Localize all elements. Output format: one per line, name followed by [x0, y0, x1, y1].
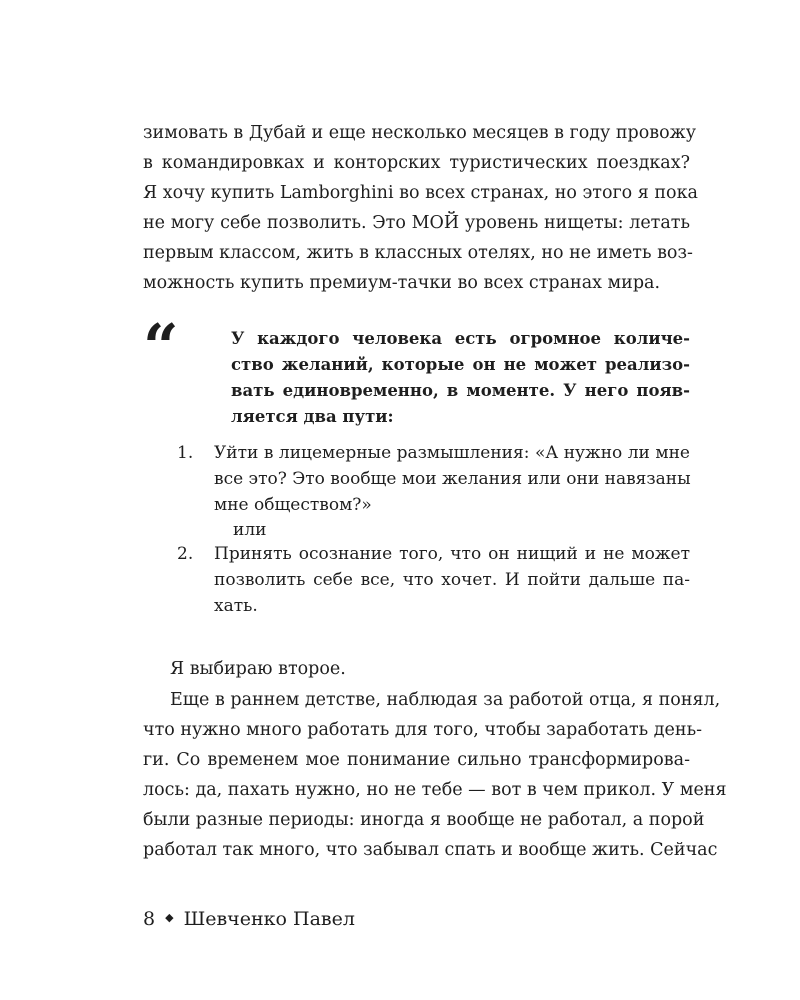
quote-line: вать единовременно, в моменте. У него появ-	[231, 381, 690, 400]
text-line: ги. Со временем мое понимание сильно трансформирова-	[143, 750, 690, 770]
page-footer	[143, 905, 355, 935]
page-number: 8	[143, 908, 156, 930]
text-line: лось: да, пахать нужно, но не тебе — вот в чем прикол. У меня	[143, 780, 727, 800]
text-line: первым классом, жить в классных отелях, но не иметь воз-	[143, 243, 693, 263]
quote-line: ляется два пути:	[231, 407, 394, 426]
text-line: не могу себе позволить. Это МОЙ уровень нищеты: летать	[143, 213, 690, 233]
text-line: зимовать в Дубай и еще несколько месяцев в году провожу	[143, 123, 697, 143]
list-separator: или	[233, 520, 267, 540]
list-item-line: мне обществом?»	[214, 495, 372, 515]
list-item-line: хать.	[214, 596, 258, 616]
quote-mark-icon: “	[143, 310, 175, 383]
list-item-line: позволить себе все, что хочет. И пойти дальше па-	[214, 570, 690, 590]
list-number: 2.	[177, 544, 194, 564]
text-line: Еще в раннем детстве, наблюдая за работой отца, я понял,	[170, 690, 721, 710]
text-line: Я хочу купить Lamborghini во всех странах, но этого я пока	[143, 183, 698, 203]
list-item-line: Принять осознание того, что он нищий и не может	[214, 544, 690, 564]
diamond-icon: ◆	[165, 911, 174, 924]
text-line: были разные периоды: иногда я вообще не работал, а порой	[143, 810, 705, 830]
author-name: Шевченко Павел	[183, 908, 355, 930]
quote-line: ство желаний, которые он не может реализо-	[231, 355, 690, 374]
text-line: можность купить премиум-тачки во всех странах мира.	[143, 273, 661, 293]
paragraph-choice: Я выбираю второе.	[170, 659, 346, 679]
list-number: 1.	[177, 443, 194, 463]
list-item-line: Уйти в лицемерные размышления: «А нужно ли мне	[214, 443, 690, 463]
list-item-line: все это? Это вообще мои желания или они навязаны	[214, 469, 691, 489]
quote-line: У каждого человека есть огромное количе-	[231, 329, 690, 348]
text-line: в командировках и конторских туристических поездках?	[143, 153, 690, 173]
text-line: что нужно много работать для того, чтобы заработать день-	[143, 720, 703, 740]
text-line: работал так много, что забывал спать и вообще жить. Сейчас	[143, 840, 718, 860]
